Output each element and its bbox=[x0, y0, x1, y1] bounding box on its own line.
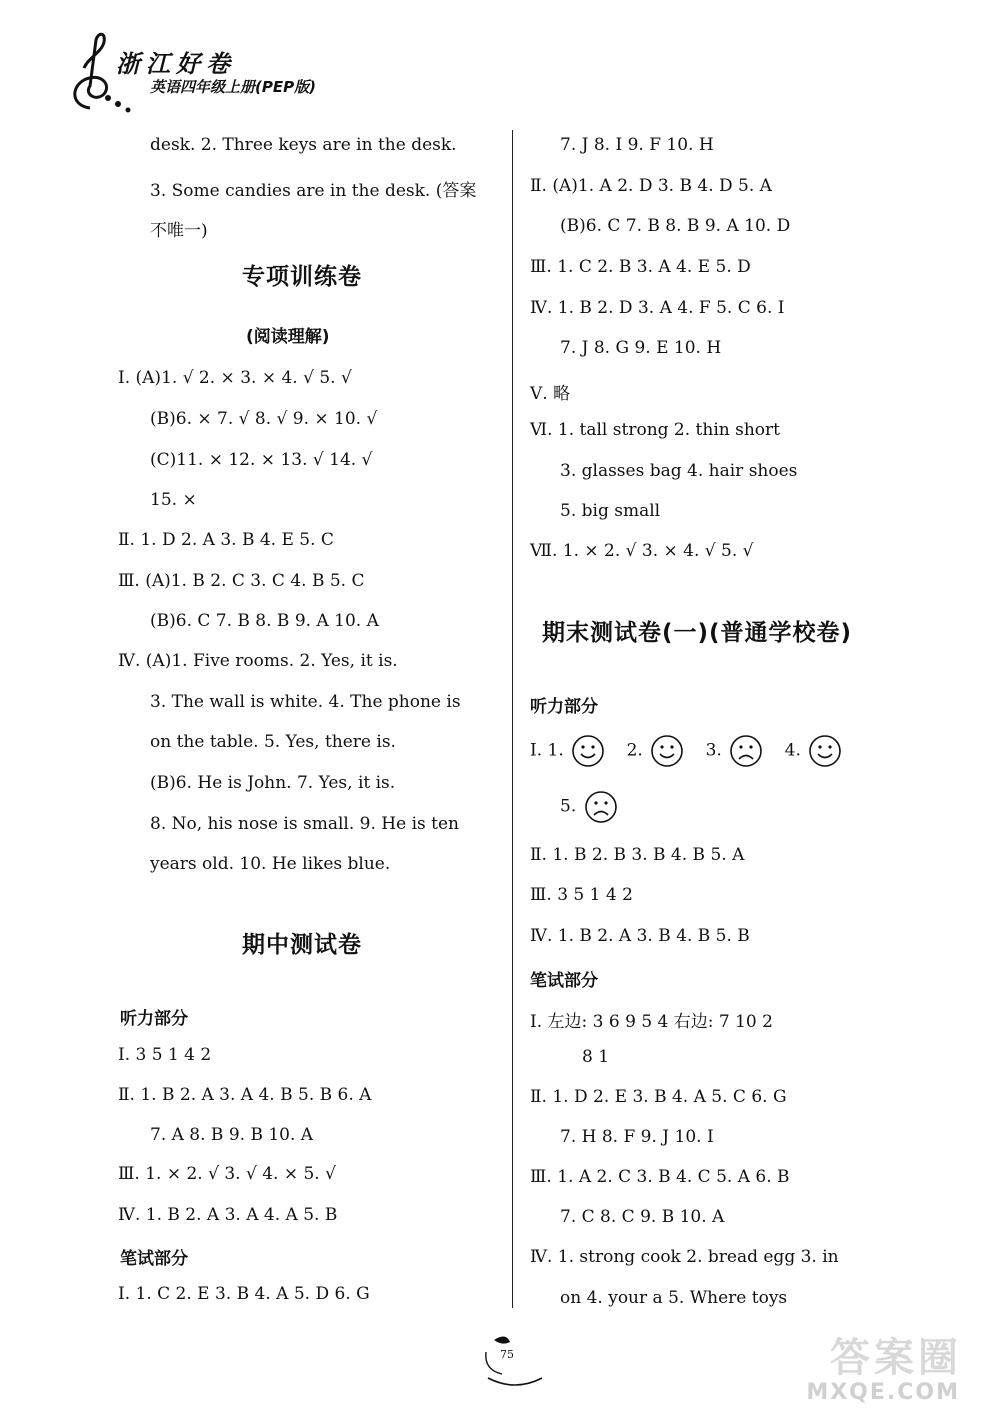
answer-line: (B)6. He is John. 7. Yes, it is. bbox=[150, 773, 396, 793]
section-title-final: 期末测试卷(一)(普通学校卷) bbox=[542, 620, 853, 646]
answer-line: Ⅳ. 1. B 2. D 3. A 4. F 5. C 6. I bbox=[530, 298, 785, 318]
item-label: 4. bbox=[784, 740, 801, 761]
answer-line: Ⅱ. 1. B 2. A 3. A 4. B 5. B 6. A bbox=[118, 1085, 372, 1105]
answer-line: 8 1 bbox=[582, 1047, 610, 1067]
answer-line: Ⅶ. 1. × 2. √ 3. × 4. √ 5. √ bbox=[530, 541, 754, 561]
answer-line: on the table. 5. Yes, there is. bbox=[150, 732, 396, 752]
watermark-logo: 答案圈 bbox=[830, 1335, 962, 1381]
listening-label: 听力部分 bbox=[120, 1009, 188, 1029]
page-header bbox=[62, 28, 482, 118]
written-label: 笔试部分 bbox=[120, 1249, 188, 1269]
item-label: Ⅰ. 1. bbox=[530, 740, 564, 761]
answer-line: Ⅲ. 1. C 2. B 3. A 4. E 5. D bbox=[530, 257, 751, 277]
answer-line: (B)6. × 7. √ 8. √ 9. × 10. √ bbox=[150, 409, 378, 429]
answer-line: Ⅳ. 1. B 2. A 3. B 4. B 5. B bbox=[530, 926, 750, 946]
listening-label: 听力部分 bbox=[530, 697, 598, 717]
answer-line: Ⅰ. 1. C 2. E 3. B 4. A 5. D 6. G bbox=[118, 1284, 370, 1304]
page-ornament-icon bbox=[480, 1330, 550, 1390]
smiley-face-icon bbox=[808, 734, 842, 768]
answer-line: 7. J 8. I 9. F 10. H bbox=[560, 135, 714, 155]
answer-line: Ⅱ. (A)1. A 2. D 3. B 4. D 5. A bbox=[530, 176, 772, 196]
smiley-face-icon bbox=[650, 734, 684, 768]
faces-row bbox=[560, 790, 634, 824]
section-title-special: 专项训练卷 bbox=[242, 264, 362, 290]
book-subtitle: 英语四年级上册(PEP版) bbox=[150, 78, 316, 96]
answer-line: Ⅱ. 1. D 2. E 3. B 4. A 5. C 6. G bbox=[530, 1087, 787, 1107]
answer-line: 8. No, his nose is small. 9. He is ten bbox=[150, 814, 459, 834]
watermark-url: MXQE.COM bbox=[806, 1380, 960, 1405]
watermark bbox=[782, 1326, 982, 1416]
answer-line: on 4. your a 5. Where toys bbox=[560, 1288, 788, 1308]
text-line: 不唯一) bbox=[150, 221, 208, 241]
answer-line: Ⅱ. 1. B 2. B 3. B 4. B 5. A bbox=[530, 845, 745, 865]
answer-line: Ⅴ. 略 bbox=[530, 384, 571, 404]
item-label: 5. bbox=[560, 796, 577, 817]
answer-line: 5. big small bbox=[560, 501, 661, 521]
item-label: 3. bbox=[705, 740, 722, 761]
page-number: 75 bbox=[500, 1348, 514, 1361]
answer-line: Ⅳ. (A)1. Five rooms. 2. Yes, it is. bbox=[118, 651, 398, 671]
smiley-face-icon bbox=[571, 734, 605, 768]
answer-line: 7. A 8. B 9. B 10. A bbox=[150, 1125, 314, 1145]
answer-line: 3. glasses bag 4. hair shoes bbox=[560, 461, 798, 481]
item-label: 2. bbox=[626, 740, 643, 761]
answer-line: Ⅲ. 3 5 1 4 2 bbox=[530, 885, 633, 905]
section-subtitle-reading: (阅读理解) bbox=[246, 327, 330, 347]
answer-line: Ⅵ. 1. tall strong 2. thin short bbox=[530, 420, 780, 440]
answer-line: Ⅰ. (A)1. √ 2. × 3. × 4. √ 5. √ bbox=[118, 368, 352, 388]
section-title-midterm: 期中测试卷 bbox=[242, 932, 362, 958]
book-title: 浙江好卷 bbox=[116, 50, 236, 78]
written-label: 笔试部分 bbox=[530, 971, 598, 991]
answer-line: 7. H 8. F 9. J 10. I bbox=[560, 1127, 714, 1147]
answer-line: Ⅰ. 左边: 3 6 9 5 4 右边: 7 10 2 bbox=[530, 1012, 773, 1032]
text-line: desk. 2. Three keys are in the desk. bbox=[150, 135, 457, 155]
answer-line: Ⅱ. 1. D 2. A 3. B 4. E 5. C bbox=[118, 530, 334, 550]
column-divider bbox=[512, 130, 513, 1308]
answer-line: Ⅳ. 1. B 2. A 3. A 4. A 5. B bbox=[118, 1205, 338, 1225]
faces-row bbox=[530, 734, 858, 768]
answer-line: 7. C 8. C 9. B 10. A bbox=[560, 1207, 725, 1227]
text-line: 3. Some candies are in the desk. (答案 bbox=[150, 181, 477, 201]
answer-line: 3. The wall is white. 4. The phone is bbox=[150, 692, 461, 712]
answer-line: (B)6. C 7. B 8. B 9. A 10. D bbox=[560, 216, 791, 236]
answer-line: Ⅲ. 1. × 2. √ 3. √ 4. × 5. √ bbox=[118, 1164, 336, 1184]
answer-line: years old. 10. He likes blue. bbox=[150, 854, 391, 874]
answer-line: (C)11. × 12. × 13. √ 14. √ bbox=[150, 450, 373, 470]
answer-line: Ⅲ. (A)1. B 2. C 3. C 4. B 5. C bbox=[118, 571, 365, 591]
sad-face-icon bbox=[584, 790, 618, 824]
answer-line: Ⅲ. 1. A 2. C 3. B 4. C 5. A 6. B bbox=[530, 1167, 790, 1187]
answer-line: (B)6. C 7. B 8. B 9. A 10. A bbox=[150, 611, 379, 631]
sad-face-icon bbox=[729, 734, 763, 768]
answer-line: Ⅰ. 3 5 1 4 2 bbox=[118, 1045, 212, 1065]
answer-line: Ⅳ. 1. strong cook 2. bread egg 3. in bbox=[530, 1247, 839, 1267]
answer-line: 7. J 8. G 9. E 10. H bbox=[560, 338, 722, 358]
answer-line: 15. × bbox=[150, 490, 197, 510]
